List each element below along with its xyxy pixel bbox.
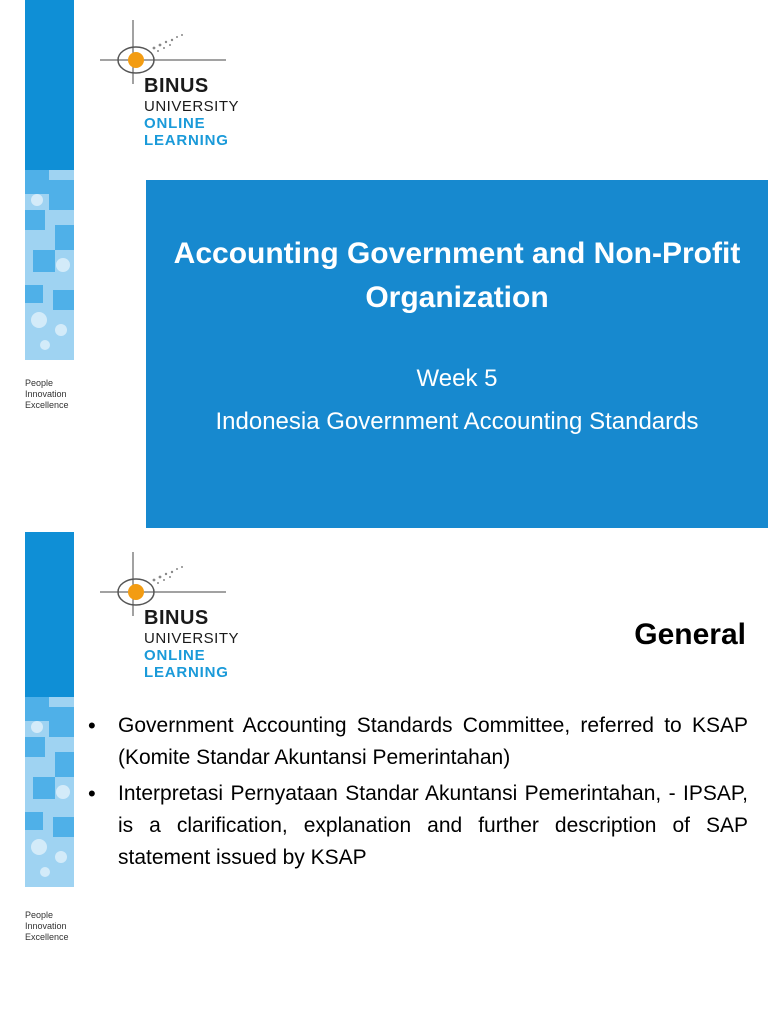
- logo-line-learning: LEARNING: [144, 132, 229, 149]
- tagline-innovation: Innovation: [25, 389, 67, 399]
- tagline-excellence: Excellence: [25, 932, 69, 942]
- bullet-text: Government Accounting Standards Committee, referred to KSAP (Komite Standar Akuntansi Pemerintahan): [118, 714, 748, 769]
- decorative-stripe: [25, 532, 74, 887]
- logo-line-binus: BINUS: [144, 75, 209, 97]
- logo-line-learning: LEARNING: [144, 664, 229, 681]
- bullet-list: [88, 710, 748, 878]
- week-label: Week 5: [416, 365, 498, 392]
- topic-label: Indonesia Government Accounting Standards: [215, 408, 699, 435]
- bullet-icon: •: [88, 781, 96, 806]
- presentation-title: Accounting Government and Non-Profit Organization: [173, 237, 741, 314]
- bullet-item: [88, 710, 748, 774]
- tagline-innovation: Innovation: [25, 921, 67, 931]
- tagline-people: People: [25, 910, 54, 920]
- tagline-people: People: [25, 378, 54, 388]
- binus-logo: [96, 550, 256, 685]
- title-box: [146, 180, 768, 528]
- logo-line-university: UNIVERSITY: [144, 630, 240, 647]
- tagline: [25, 378, 69, 411]
- slide-heading: General: [634, 618, 746, 651]
- logo-line-university: UNIVERSITY: [144, 98, 240, 115]
- bullet-icon: •: [88, 713, 96, 738]
- binus-logo: [96, 18, 256, 153]
- logo-line-online: ONLINE: [144, 647, 206, 664]
- bullet-text: Interpretasi Pernyataan Standar Akuntansi Pemerintahan, - IPSAP, is a clarification, explanation and further description of SAP statement issued by KSAP: [118, 782, 748, 869]
- bullet-item: [88, 778, 748, 874]
- logo-line-binus: BINUS: [144, 607, 209, 629]
- tagline-excellence: Excellence: [25, 400, 69, 410]
- decorative-stripe: [25, 0, 74, 360]
- content-slide: [0, 528, 768, 1024]
- tagline: [25, 910, 69, 943]
- logo-line-online: ONLINE: [144, 115, 206, 132]
